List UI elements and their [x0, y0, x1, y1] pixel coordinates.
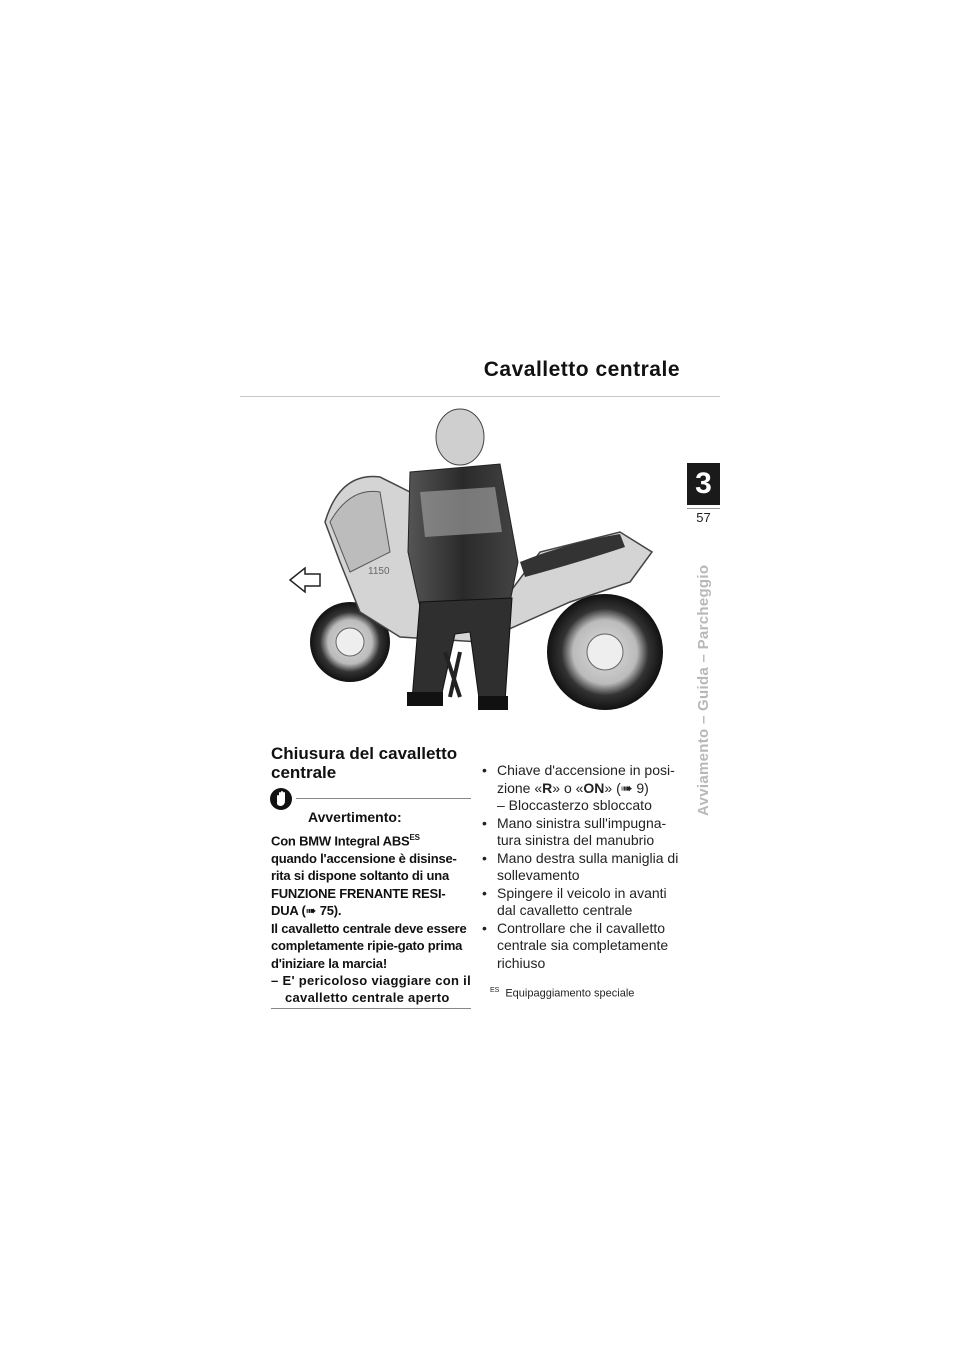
bullet-1-ref: » (➠ 9) [604, 779, 649, 796]
page-number: 57 [687, 508, 720, 525]
bullet-1-text: Chiave d'accensione in posi-zione « [497, 762, 675, 796]
bullet-item: • Controllare che il cavalletto centrale sia completamente richiuso [482, 920, 682, 973]
motorcycle-illustration [280, 402, 680, 727]
key-position-r: R [542, 779, 553, 796]
bullet-item: • Spingere il veicolo in avanti dal cavalletto centrale [482, 885, 682, 920]
left-column [271, 744, 471, 1009]
bullet-item [482, 762, 682, 797]
footnote-mark: ES [490, 987, 500, 994]
warning-body2: Il cavalletto centrale deve essere completamente ripie-gato prima d'iniziare la marcia! [271, 920, 467, 971]
center-stand [445, 652, 460, 697]
warning-body: quando l'accensione è disinse-rita si dispone soltanto di una FUNZIONE FRENANTE RESI-DUA (➠ 75). [271, 850, 457, 919]
footnote-text: Equipaggiamento speciale [505, 987, 635, 1000]
es-superscript: ES [409, 833, 420, 842]
right-column [482, 762, 682, 972]
warning-box [271, 798, 471, 1009]
rider-legs [412, 598, 512, 706]
warning-text [271, 829, 471, 972]
warning-line1: Con BMW Integral ABS [271, 833, 410, 849]
key-position-on: ON [583, 779, 605, 796]
direction-arrow-icon [290, 568, 320, 592]
footnote [490, 987, 634, 1000]
rider-body [408, 464, 518, 607]
warning-title: Avvertimento: [308, 809, 402, 825]
section-heading: Chiusura del cavalletto centrale [271, 744, 458, 782]
warning-dash-item: – E' pericoloso viaggiare con il cavalletto centrale aperto [271, 973, 471, 1006]
chapter-number-tab: 3 [687, 463, 720, 505]
title-divider [240, 396, 720, 397]
bullet-1-mid: » o « [552, 779, 584, 796]
chapter-side-label: Avviamento – Guida – Parcheggio [695, 564, 712, 816]
bullet-item: • Mano sinistra sull'impugna-tura sinistra del manubrio [482, 815, 682, 850]
logo-text: 1150 [368, 566, 390, 577]
bullet-item: • Mano destra sulla maniglia di sollevamento [482, 850, 682, 885]
rider-helmet [436, 409, 484, 465]
bullet-subitem: – Bloccasterzo sbloccato [497, 797, 652, 813]
motorcycle-figure-svg [280, 402, 680, 727]
warning-hand-icon [270, 787, 296, 811]
page-title: Cavalletto centrale [483, 358, 680, 381]
